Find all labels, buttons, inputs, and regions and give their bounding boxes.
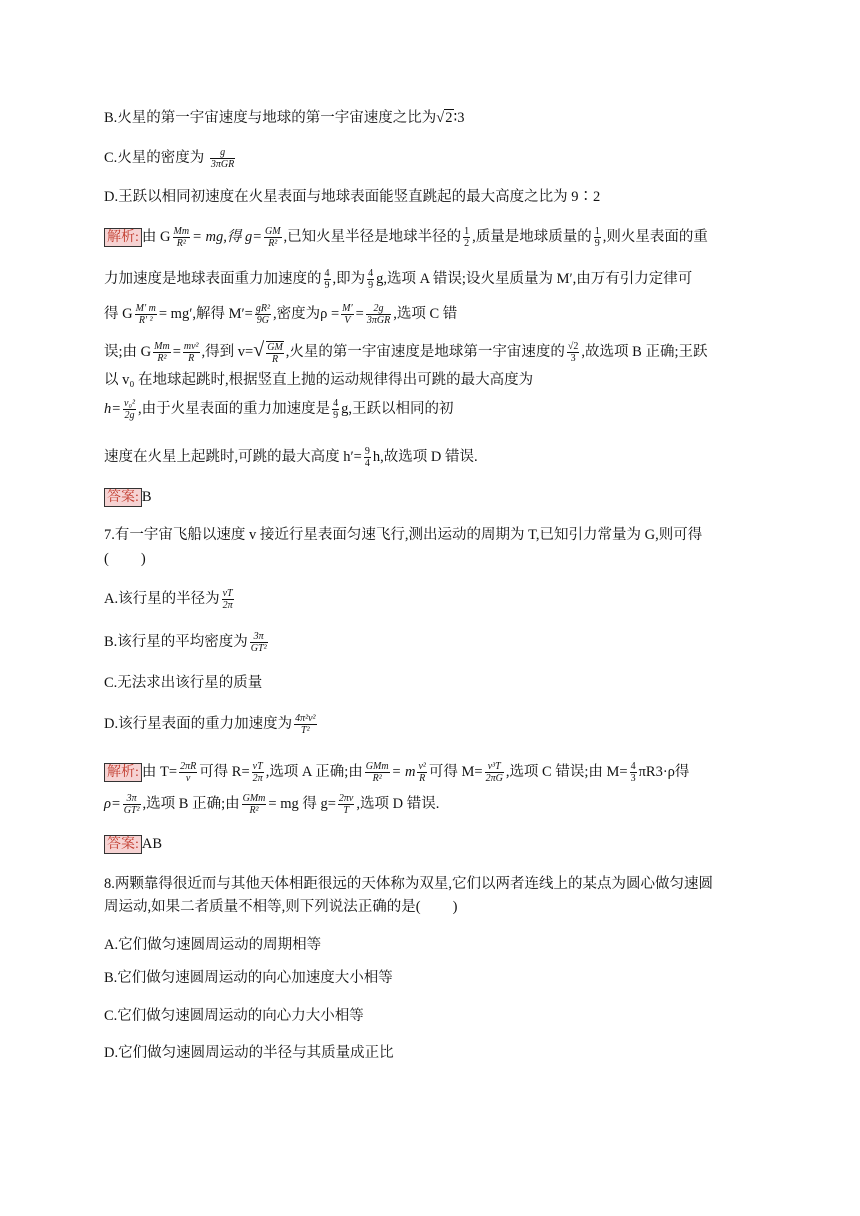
q7-analysis-line-2: ρ= $\frac{3\pi}{\text{GT²}}$ ,选项 B 正确;由 $\frac{\text{GMm}}{\text{R²}}$ = mg 得 g= $\frac{2\pi v}{T}$ ,选项 D 错误. xyxy=(104,793,440,816)
answer-label: 答案: xyxy=(104,835,142,854)
fraction: $\frac{4}{3}$ xyxy=(630,761,636,784)
fraction: $\frac{2\pi R}{v}$ xyxy=(180,761,197,784)
q6-answer: 答案: B xyxy=(104,487,152,507)
q8-option-b: B.它们做匀速圆周运动的向心加速度大小相等 xyxy=(104,970,393,986)
q6-option-b: B.火星的第一宇宙速度与地球的第一宇宙速度之比为√2∶3 xyxy=(104,110,465,126)
fraction: $\frac{1}{2}$ xyxy=(464,226,470,249)
fraction: $\frac{Mm}{\text{R²}}$ xyxy=(154,341,170,365)
fraction: $\frac{GM}{R}$ xyxy=(267,341,283,365)
q6-analysis-line-3: 得 G $\frac{M' m}{\text{R′ ²}}$ = mg′,解得 M′= $\frac{\text{gR²}}{9G}$ ,密度为ρ = $\frac{M'}{V}$ = $\frac{2g}{\text{3πGR}}$ ,选项 C 错 xyxy=(104,303,458,326)
q7-option-c: C.无法求出该行星的质量 xyxy=(104,675,263,691)
q7-option-d: D.该行星表面的重力加速度为 $\frac{\text{4π²v²}}{\text{T²}}$ xyxy=(104,713,316,736)
q7-analysis-line-1: 解析: 由 T= $\frac{2\pi R}{v}$ 可得 R= $\frac{vT}{2\pi}$ ,选项 A 正确;由 $\frac{\text{GMm}}{\text{R²}}$ = m $\frac{\text{v²}}{R}$ 可得 M= $\frac{\text{v³T}}{2\pi G}$ ,选项 C 错误;由 M= $\frac{4}{3}$ πR3·ρ得 xyxy=(104,761,689,784)
fraction: $\frac{4}{9}$ xyxy=(333,398,339,421)
q8-option-a: A.它们做匀速圆周运动的周期相等 xyxy=(104,937,322,953)
q7-option-a: A.该行星的半径为 $\frac{vT}{2\pi}$ xyxy=(104,588,233,611)
answer-label: 答案: xyxy=(104,488,142,507)
fraction: $\frac{4}{9}$ xyxy=(324,268,330,291)
fraction: $\frac{g}{\text{3πGR}}$ xyxy=(210,147,235,170)
fraction: $\frac{\text{GMm}}{\text{R²}}$ xyxy=(242,793,266,816)
fraction: $\frac{GM}{\text{R²}}$ xyxy=(264,226,281,249)
fraction: $\frac{3\pi}{\text{GT²}}$ xyxy=(250,631,267,654)
fraction: $\frac{2g}{\text{3πGR}}$ xyxy=(366,303,391,326)
q7-answer: 答案: AB xyxy=(104,834,162,854)
fraction: $\frac{1}{9}$ xyxy=(594,226,600,249)
fraction: $\frac{vT}{2\pi}$ xyxy=(252,761,263,784)
fraction: $\frac{\text{gR²}}{9G}$ xyxy=(255,303,270,326)
fraction: $\frac{Mm}{\text{R²}}$ xyxy=(173,226,190,249)
fraction: $\frac{\text{v³T}}{2\pi G}$ xyxy=(485,761,503,784)
q6-analysis-line-7: 速度在火星上起跳时,可跳的最大高度 h′= $\frac{9}{4}$ h,故选项 D 错误. xyxy=(104,446,478,469)
fraction: $\frac{M'}{V}$ xyxy=(342,303,353,326)
analysis-label: 解析: xyxy=(104,763,142,782)
q6-analysis-line-4: 误;由 G $\frac{Mm}{\text{R²}}$ = $\frac{\text{mv²}}{R}$ ,得到 v=√ $\frac{GM}{R}$ ,火星的第一宇宙速度是地球第一宇宙速度的 $\frac{√2}{3}$ ,故选项 B 正确;王跃 xyxy=(104,339,708,365)
fraction: $\frac{4}{9}$ xyxy=(368,268,374,291)
fraction: $\frac{\text{4π²v²}}{\text{T²}}$ xyxy=(295,713,316,736)
q6-option-c: C.火星的密度为 $\frac{g}{\text{3πGR}}$ xyxy=(104,147,235,170)
fraction: $\frac{\text{v₀²}}{2g}$ xyxy=(124,398,135,421)
fraction: $\frac{\text{v²}}{R}$ xyxy=(418,761,426,784)
q7-option-b: B.该行星的平均密度为 $\frac{3\pi}{\text{GT²}}$ xyxy=(104,631,267,654)
q6-analysis-line-5: 以 v₀ 在地球起跳时,根据竖直上抛的运动规律得出可跳的最大高度为 xyxy=(104,372,534,388)
fraction: $\frac{2\pi v}{T}$ xyxy=(338,793,354,816)
fraction: $\frac{M' m}{\text{R′ ²}}$ xyxy=(135,303,156,326)
fraction: $\frac{3\pi}{\text{GT²}}$ xyxy=(123,793,140,816)
fraction: $\frac{\text{GMm}}{\text{R²}}$ xyxy=(365,761,389,784)
fraction: $\frac{9}{4}$ xyxy=(364,446,370,469)
q6-option-d: D.王跃以相同初速度在火星表面与地球表面能竖直跳起的最大高度之比为 9∶2 xyxy=(104,189,601,205)
q8-option-c: C.它们做匀速圆周运动的向心力大小相等 xyxy=(104,1008,364,1024)
q8-stem-line-2: 周运动,如果二者质量不相等,则下列说法正确的是( ) xyxy=(104,899,458,915)
fraction: $\frac{vT}{2\pi}$ xyxy=(222,588,233,611)
fraction: $\frac{\text{mv²}}{R}$ xyxy=(183,341,199,365)
analysis-label: 解析: xyxy=(104,228,142,247)
q8-stem-line-1: 8.两颗靠得很近而与其他天体相距很远的天体称为双星,它们以两者连线上的某点为圆心做匀速圆 xyxy=(104,876,713,892)
q7-stem: 7.有一宇宙飞船以速度 v 接近行星表面匀速飞行,测出运动的周期为 T,已知引力常量为 G,则可得 xyxy=(104,527,703,543)
sqrt-symbol: √ xyxy=(253,339,265,361)
q7-answer-paren: ( ) xyxy=(104,551,146,567)
sqrt-symbol: √2 xyxy=(436,110,453,126)
q8-option-d: D.它们做匀速圆周运动的半径与其质量成正比 xyxy=(104,1045,394,1061)
q6-analysis-line-2: 力加速度是地球表面重力加速度的 $\frac{4}{9}$ ,即为 $\frac{4}{9}$ g,选项 A 错误;设火星质量为 M′,由万有引力定律可 xyxy=(104,268,693,291)
q6-analysis-line-6: h= $\frac{\text{v₀²}}{2g}$ ,由于火星表面的重力加速度是 $\frac{4}{9}$ g,王跃以相同的初 xyxy=(104,398,454,421)
fraction: $\frac{√2}{3}$ xyxy=(567,341,579,365)
q6-analysis-line-1: 解析: 由 G $\frac{Mm}{\text{R²}}$ = mg,得 g= $\frac{GM}{\text{R²}}$ ,已知火星半径是地球半径的 $\frac{1}{2}$ ,质量是地球质量的 $\frac{1}{9}$ ,则火星表面的重 xyxy=(104,226,708,249)
